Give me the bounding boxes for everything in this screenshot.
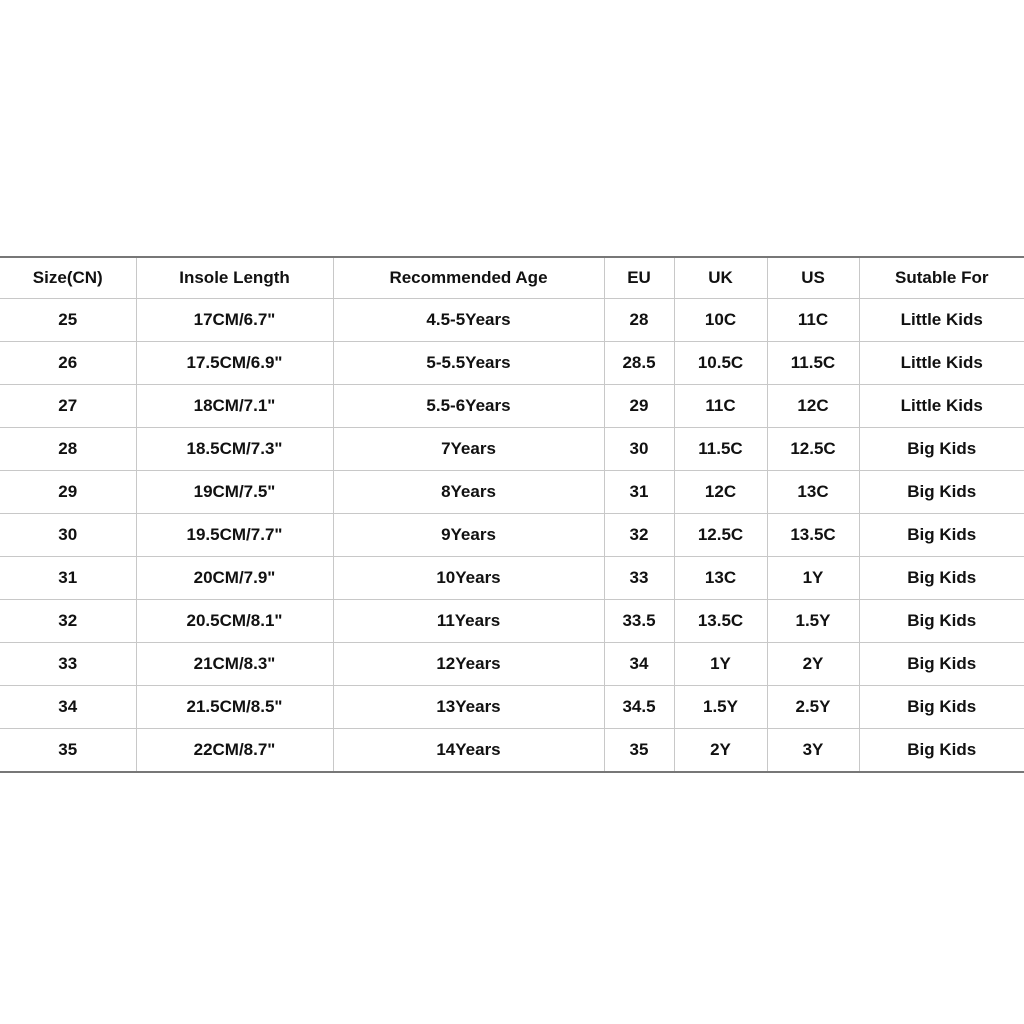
- cell-recommended-age: 8Years: [333, 471, 604, 514]
- cell-recommended-age: 9Years: [333, 514, 604, 557]
- table-row: [0, 643, 1024, 686]
- cell-eu: 31: [604, 471, 674, 514]
- table-row: [0, 471, 1024, 514]
- cell-uk: 2Y: [674, 729, 767, 773]
- cell-uk: 12.5C: [674, 514, 767, 557]
- table-row: [0, 299, 1024, 342]
- cell-insole-length: 19.5CM/7.7": [136, 514, 333, 557]
- cell-insole-length: 19CM/7.5": [136, 471, 333, 514]
- cell-eu: 28: [604, 299, 674, 342]
- cell-insole-length: 17CM/6.7": [136, 299, 333, 342]
- cell-us: 13C: [767, 471, 859, 514]
- cell-suitable-for: Big Kids: [859, 428, 1024, 471]
- cell-eu: 32: [604, 514, 674, 557]
- cell-size-cn: 30: [0, 514, 136, 557]
- cell-recommended-age: 7Years: [333, 428, 604, 471]
- table-row: [0, 385, 1024, 428]
- cell-uk: 1.5Y: [674, 686, 767, 729]
- cell-size-cn: 35: [0, 729, 136, 773]
- cell-eu: 34: [604, 643, 674, 686]
- column-header-size-cn: Size(CN): [0, 257, 136, 299]
- cell-us: 2Y: [767, 643, 859, 686]
- table-row: [0, 729, 1024, 773]
- cell-uk: 13C: [674, 557, 767, 600]
- table-body: [0, 299, 1024, 773]
- column-header-us: US: [767, 257, 859, 299]
- cell-eu: 35: [604, 729, 674, 773]
- table-row: [0, 557, 1024, 600]
- table-row: [0, 600, 1024, 643]
- cell-us: 1Y: [767, 557, 859, 600]
- cell-us: 1.5Y: [767, 600, 859, 643]
- cell-insole-length: 20CM/7.9": [136, 557, 333, 600]
- table-row: [0, 342, 1024, 385]
- column-header-eu: EU: [604, 257, 674, 299]
- cell-uk: 11C: [674, 385, 767, 428]
- cell-insole-length: 17.5CM/6.9": [136, 342, 333, 385]
- cell-suitable-for: Big Kids: [859, 600, 1024, 643]
- cell-uk: 10C: [674, 299, 767, 342]
- cell-us: 12.5C: [767, 428, 859, 471]
- cell-suitable-for: Big Kids: [859, 514, 1024, 557]
- cell-recommended-age: 13Years: [333, 686, 604, 729]
- cell-size-cn: 25: [0, 299, 136, 342]
- cell-recommended-age: 11Years: [333, 600, 604, 643]
- cell-suitable-for: Big Kids: [859, 471, 1024, 514]
- cell-us: 11.5C: [767, 342, 859, 385]
- cell-us: 11C: [767, 299, 859, 342]
- cell-recommended-age: 4.5-5Years: [333, 299, 604, 342]
- cell-recommended-age: 5-5.5Years: [333, 342, 604, 385]
- cell-suitable-for: Little Kids: [859, 342, 1024, 385]
- cell-recommended-age: 12Years: [333, 643, 604, 686]
- table-row: [0, 686, 1024, 729]
- cell-insole-length: 18.5CM/7.3": [136, 428, 333, 471]
- cell-eu: 29: [604, 385, 674, 428]
- cell-us: 2.5Y: [767, 686, 859, 729]
- cell-size-cn: 29: [0, 471, 136, 514]
- column-header-uk: UK: [674, 257, 767, 299]
- cell-us: 3Y: [767, 729, 859, 773]
- cell-size-cn: 33: [0, 643, 136, 686]
- cell-uk: 12C: [674, 471, 767, 514]
- cell-suitable-for: Little Kids: [859, 385, 1024, 428]
- table-header-row: [0, 257, 1024, 299]
- cell-eu: 28.5: [604, 342, 674, 385]
- cell-uk: 10.5C: [674, 342, 767, 385]
- cell-uk: 1Y: [674, 643, 767, 686]
- cell-us: 13.5C: [767, 514, 859, 557]
- cell-size-cn: 34: [0, 686, 136, 729]
- cell-eu: 34.5: [604, 686, 674, 729]
- cell-size-cn: 32: [0, 600, 136, 643]
- cell-eu: 30: [604, 428, 674, 471]
- table-row: [0, 514, 1024, 557]
- column-header-recommended-age: Recommended Age: [333, 257, 604, 299]
- cell-suitable-for: Big Kids: [859, 557, 1024, 600]
- cell-recommended-age: 5.5-6Years: [333, 385, 604, 428]
- cell-recommended-age: 10Years: [333, 557, 604, 600]
- cell-size-cn: 31: [0, 557, 136, 600]
- cell-size-cn: 26: [0, 342, 136, 385]
- cell-suitable-for: Little Kids: [859, 299, 1024, 342]
- cell-suitable-for: Big Kids: [859, 686, 1024, 729]
- cell-insole-length: 20.5CM/8.1": [136, 600, 333, 643]
- cell-insole-length: 21CM/8.3": [136, 643, 333, 686]
- cell-suitable-for: Big Kids: [859, 729, 1024, 773]
- cell-recommended-age: 14Years: [333, 729, 604, 773]
- cell-eu: 33.5: [604, 600, 674, 643]
- cell-insole-length: 22CM/8.7": [136, 729, 333, 773]
- cell-size-cn: 27: [0, 385, 136, 428]
- cell-size-cn: 28: [0, 428, 136, 471]
- column-header-suitable-for: Sutable For: [859, 257, 1024, 299]
- cell-us: 12C: [767, 385, 859, 428]
- cell-insole-length: 21.5CM/8.5": [136, 686, 333, 729]
- cell-eu: 33: [604, 557, 674, 600]
- column-header-insole-length: Insole Length: [136, 257, 333, 299]
- cell-insole-length: 18CM/7.1": [136, 385, 333, 428]
- cell-suitable-for: Big Kids: [859, 643, 1024, 686]
- table-row: [0, 428, 1024, 471]
- cell-uk: 13.5C: [674, 600, 767, 643]
- size-chart-table: [0, 256, 1024, 773]
- cell-uk: 11.5C: [674, 428, 767, 471]
